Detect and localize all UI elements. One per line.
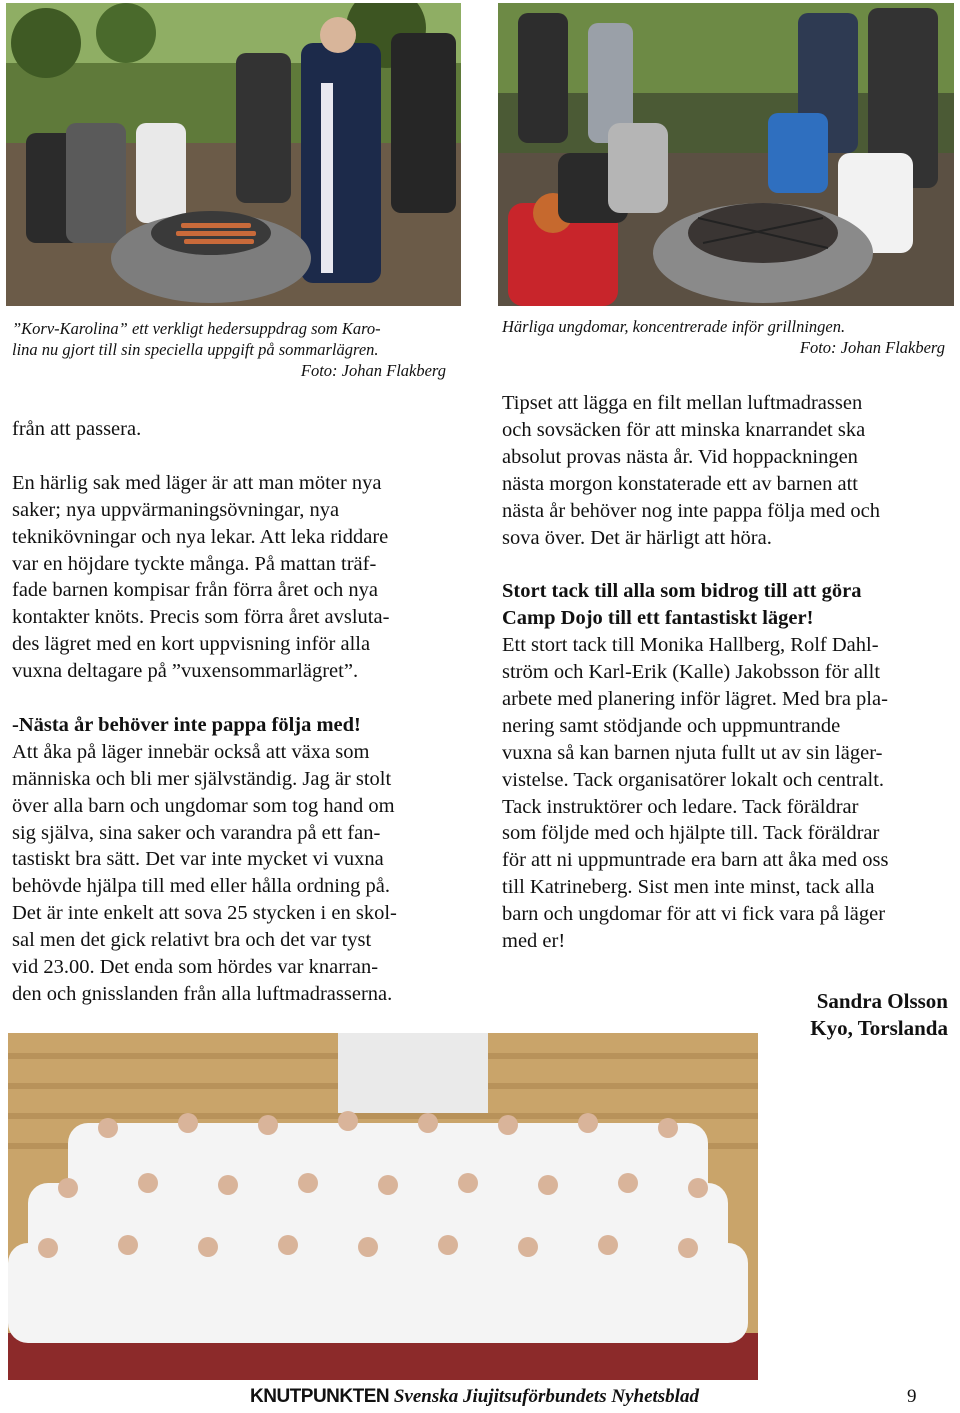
caption-line: lina nu gjort till sin speciella uppgift på sommarlägren. [12, 340, 379, 359]
caption-line: Härliga ungdomar, koncentrerade inför grillningen. [502, 317, 846, 336]
author-club: Kyo, Torslanda [810, 1016, 948, 1040]
signature [810, 988, 948, 1042]
footer-subtitle: Svenska Jiujitsuförbundets Nyhetsblad [393, 1386, 699, 1407]
photo-grill [6, 3, 461, 306]
caption-right [502, 316, 945, 358]
brand-name: KNUTPUNKTEN [250, 1386, 390, 1407]
paragraph: Ett stort tack till Monika Hallberg, Rolf Dahl- ström och Karl-Erik (Kalle) Jakobsson för allt arbete med planering inför lägret. Med bra pla- nering samt stödjande och uppmuntrande vuxna så kan barnen njuta fullt ut av sin läger- vistelse. Tack organisatörer lokalt och centralt. Tack instruktörer och ledare. Tack föräldrar som följde med och hjälpte till. Tack föräldrar för att ni uppmuntrade era barn att åka med oss till Katrineberg. Sist men inte minst, tack alla barn och ungdomar för att vi fick vara på läger med er! [502, 634, 889, 953]
caption-left [12, 318, 446, 381]
paragraph: Tipset att lägga en filt mellan luftmadrassen och sovsäcken för att minska knarrandet ska absolut provas nästa år. Vid hoppackningen nästa morgon konstaterade ett av barnen att nästa år behöver nog inte pappa följa med och sova över. Det är härligt att höra. [502, 392, 880, 549]
section-heading: -Nästa år behöver inte pappa följa med! [12, 713, 361, 736]
photo-group [8, 1033, 758, 1380]
footer [250, 1386, 699, 1408]
photo-credit: Foto: Johan Flakberg [300, 361, 446, 380]
author-name: Sandra Olsson [816, 989, 948, 1013]
left-column [12, 416, 462, 1008]
right-column [502, 390, 952, 955]
page-number: 9 [907, 1386, 917, 1407]
paragraph: Att åka på läger innebär också att växa som människa och bli mer självständig. Jag är stolt över alla barn och ungdomar som tog hand om sig själva, sina saker och varandra på ett fan- tastiskt bra sätt. Det var inte mycket vi vuxna behövde hjälpa till med eller hålla ordning på. Det är inte enkelt att sova 25 stycken i en skol- sal men det gick relativt bra och det var tyst vid 23.00. Det enda som hördes var knarran- den och gnisslanden från alla luftmadrasserna. [12, 740, 397, 1005]
photo-fire-pit [498, 3, 954, 306]
caption-line: ”Korv-Karolina” ett verkligt hedersuppdrag som Karo- [12, 319, 381, 338]
paragraph: från att passera. [12, 418, 142, 440]
paragraph: En härlig sak med läger är att man möter nya saker; nya uppvärmaningsövningar, nya teknikövningar och nya lekar. Att leka riddare var en höjdare tyckte många. På mattan träf- fade barnen kompisar från förra året och nya kontakter knöts. Precis som förra året avsluta- des lägret med en kort uppvisning inför alla vuxna deltagare på ”vuxensommarlägret”. [12, 471, 390, 683]
section-heading: Stort tack till alla som bidrog till att göra Camp Dojo till ett fantastiskt läger! [502, 580, 862, 630]
photo-credit: Foto: Johan Flakberg [799, 338, 945, 357]
